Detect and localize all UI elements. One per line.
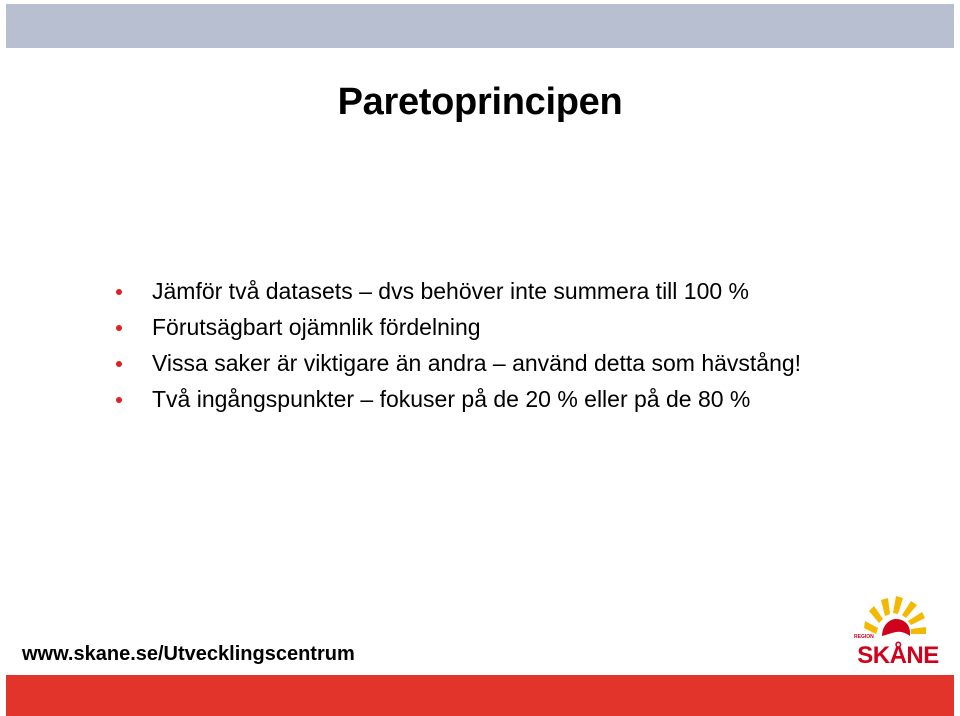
bullet-dot-icon	[116, 289, 122, 295]
bullet-text: Förutsägbart ojämnlik fördelning	[152, 314, 481, 340]
footer-url: www.skane.se/Utvecklingscentrum	[22, 643, 355, 665]
logo-name: SKÅNE	[857, 642, 939, 669]
bullet-item	[114, 314, 894, 341]
bullet-item	[114, 386, 894, 413]
bullet-dot-icon	[116, 361, 122, 367]
region-skane-logo	[852, 590, 944, 670]
bullet-text: Jämför två datasets – dvs behöver inte summera till 100 %	[152, 278, 750, 304]
logo-region-label: REGION	[854, 634, 874, 640]
bullet-text: Vissa saker är viktigare än andra – använd detta som hävstång!	[152, 350, 802, 376]
footer-band	[6, 675, 954, 716]
bullet-item	[114, 278, 894, 305]
bullet-text: Två ingångspunkter – fokuser på de 20 % eller på de 80 %	[152, 386, 751, 412]
bullet-list	[114, 278, 894, 422]
header-band	[6, 4, 954, 48]
bullet-dot-icon	[116, 325, 122, 331]
slide-title: Paretoprincipen	[337, 81, 623, 123]
bullet-dot-icon	[116, 397, 122, 403]
bullet-item	[114, 350, 894, 377]
